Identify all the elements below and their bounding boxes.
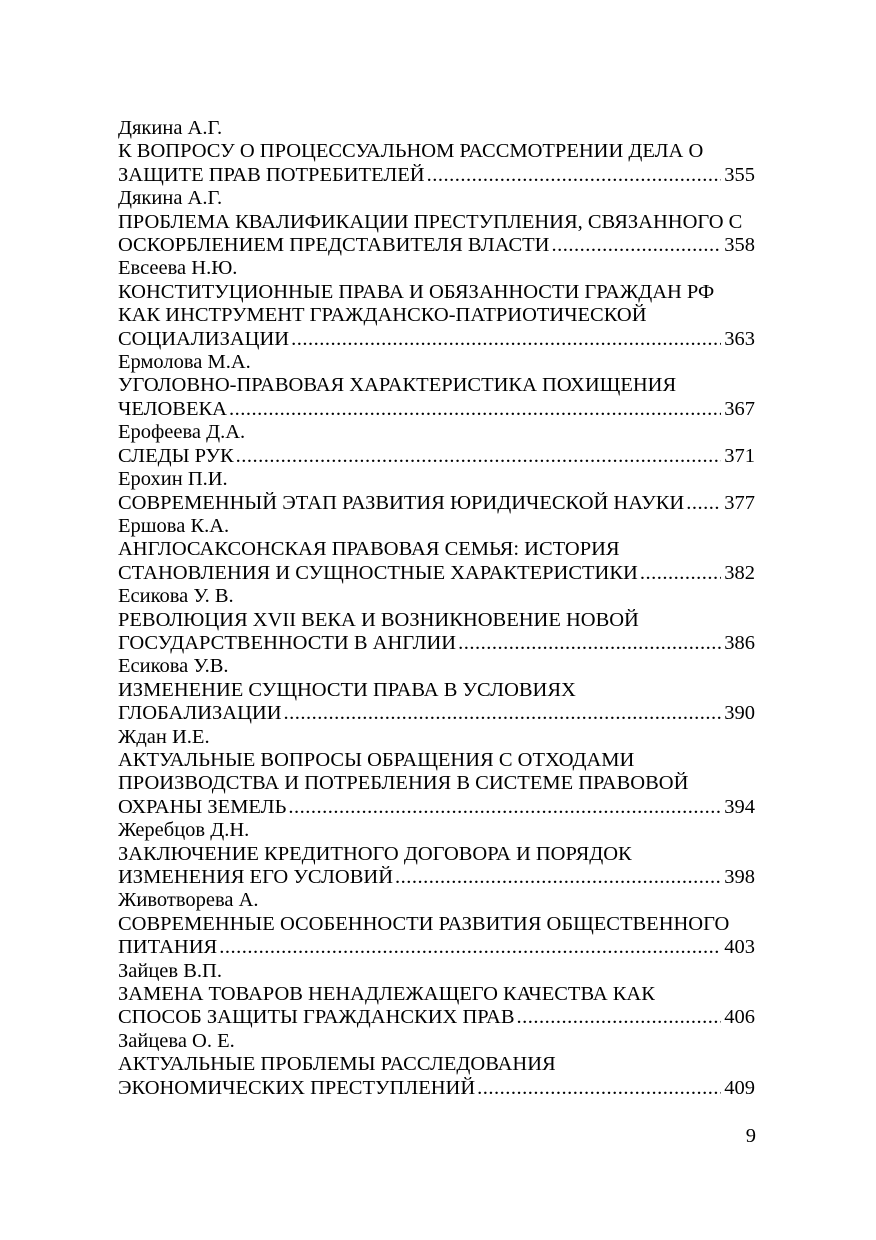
entry-title-line: ЗАЩИТЕ ПРАВ ПОТРЕБИТЕЛЕЙ <box>118 163 425 186</box>
entry-page-number: 355 <box>724 163 755 186</box>
toc-entry <box>118 889 755 959</box>
entry-page-number: 394 <box>724 795 755 818</box>
entry-last-line <box>118 398 755 421</box>
entry-title-line: ПРОБЛЕМА КВАЛИФИКАЦИИ ПРЕСТУПЛЕНИЯ, СВЯЗАННОГО С <box>118 210 743 233</box>
toc-entry <box>118 187 755 257</box>
entry-last-line <box>118 1077 755 1100</box>
entry-author: Есикова У. В. <box>118 585 234 608</box>
toc-entry <box>118 585 755 655</box>
dot-leader <box>458 632 721 655</box>
toc-entry <box>118 351 755 421</box>
table-of-contents <box>118 117 755 1100</box>
entry-title-line: ПИТАНИЯ <box>118 936 218 959</box>
entry-title-line: СОВРЕМЕННЫЙ ЭТАП РАЗВИТИЯ ЮРИДИЧЕСКОЙ НАУКИ <box>118 491 685 514</box>
entry-title-line: ОХРАНЫ ЗЕМЕЛЬ <box>118 795 287 818</box>
dot-leader <box>284 702 722 725</box>
entry-last-line <box>118 796 755 819</box>
dot-leader <box>288 796 721 819</box>
entry-title-line: АНГЛОСАКСОНСКАЯ ПРАВОВАЯ СЕМЬЯ: ИСТОРИЯ <box>118 538 620 561</box>
entry-page-number: 398 <box>724 866 755 888</box>
entry-title-line: СОВРЕМЕННЫЕ ОСОБЕННОСТИ РАЗВИТИЯ ОБЩЕСТВЕННОГО <box>118 912 730 935</box>
entry-title-line: УГОЛОВНО-ПРАВОВАЯ ХАРАКТЕРИСТИКА ПОХИЩЕНИЯ <box>118 374 677 397</box>
entry-title-line: ПРОИЗВОДСТВА И ПОТРЕБЛЕНИЯ В СИСТЕМЕ ПРАВОВОЙ <box>118 772 689 795</box>
dot-leader <box>229 398 721 421</box>
entry-title-line: ЧЕЛОВЕКА <box>118 397 227 420</box>
entry-author: Жеребцов Д.Н. <box>118 819 250 842</box>
entry-title-line: ГОСУДАРСТВЕННОСТИ В АНГЛИИ <box>118 631 457 654</box>
entry-page-number: 386 <box>724 631 755 654</box>
entry-last-line <box>118 936 755 959</box>
entry-title-line: ИЗМЕНЕНИЯ ЕГО УСЛОВИЙ <box>118 866 394 888</box>
page-number: 9 <box>745 1125 756 1147</box>
entry-last-line <box>118 234 755 257</box>
entry-last-line <box>118 632 755 655</box>
entry-last-line <box>118 562 755 585</box>
entry-title-line: СТАНОВЛЕНИЯ И СУЩНОСТНЫЕ ХАРАКТЕРИСТИКИ <box>118 561 638 584</box>
toc-entry <box>118 468 755 515</box>
entry-last-line <box>118 445 755 468</box>
toc-entry <box>118 421 755 468</box>
dot-leader <box>552 234 722 257</box>
entry-page-number: 377 <box>724 491 755 514</box>
dot-leader <box>219 936 721 959</box>
entry-title-line: СПОСОБ ЗАЩИТЫ ГРАЖДАНСКИХ ПРАВ <box>118 1006 515 1029</box>
entry-title-line: ГЛОБАЛИЗАЦИИ <box>118 702 282 725</box>
entry-author: Евсеева Н.Ю. <box>118 257 238 280</box>
entry-title-line: РЕВОЛЮЦИЯ XVII ВЕКА И ВОЗНИКНОВЕНИЕ НОВОЙ <box>118 608 639 631</box>
entry-author: Зайцева О. Е. <box>118 1029 235 1052</box>
entry-title-line: ЭКОНОМИЧЕСКИХ ПРЕСТУПЛЕНИЙ <box>118 1076 476 1099</box>
entry-title-line: КАК ИНСТРУМЕНТ ГРАЖДАНСКО-ПАТРИОТИЧЕСКОЙ <box>118 304 647 327</box>
entry-author: Дякина А.Г. <box>118 187 223 210</box>
entry-page-number: 403 <box>724 936 755 959</box>
toc-entry <box>118 819 755 889</box>
dot-leader <box>477 1077 721 1100</box>
entry-last-line <box>118 1006 755 1029</box>
entry-last-line <box>118 702 755 725</box>
toc-entry <box>118 726 755 820</box>
entry-last-line <box>118 164 755 187</box>
dot-leader <box>236 445 722 468</box>
entry-title-line: СЛЕДЫ РУК <box>118 444 234 467</box>
toc-entry <box>118 1030 755 1100</box>
entry-author: Животворева А. <box>118 889 259 912</box>
toc-entry <box>118 515 755 585</box>
entry-author: Есикова У.В. <box>118 655 229 678</box>
entry-author: Ермолова М.А. <box>118 351 251 374</box>
dot-leader <box>640 562 721 585</box>
entry-title-line: ОСКОРБЛЕНИЕМ ПРЕДСТАВИТЕЛЯ ВЛАСТИ <box>118 234 550 257</box>
entry-page-number: 382 <box>724 561 755 584</box>
entry-last-line <box>118 492 755 515</box>
entry-page-number: 358 <box>724 234 755 257</box>
dot-leader <box>517 1006 722 1029</box>
entry-title-line: К ВОПРОСУ О ПРОЦЕССУАЛЬНОМ РАССМОТРЕНИИ ДЕЛА О <box>118 140 704 163</box>
dot-leader <box>291 328 721 351</box>
entry-page-number: 390 <box>724 702 755 725</box>
entry-last-line <box>118 866 755 889</box>
entry-author: Зайцев В.П. <box>118 959 222 982</box>
entry-author: Дякина А.Г. <box>118 117 223 139</box>
toc-entry <box>118 960 755 1030</box>
entry-title-line: ИЗМЕНЕНИЕ СУЩНОСТИ ПРАВА В УСЛОВИЯХ <box>118 678 576 701</box>
entry-title-line: АКТУАЛЬНЫЕ ПРОБЛЕМЫ РАССЛЕДОВАНИЯ <box>118 1053 556 1076</box>
entry-title-line: СОЦИАЛИЗАЦИИ <box>118 327 290 350</box>
entry-author: Ждан И.Е. <box>118 725 210 748</box>
entry-author: Ершова К.А. <box>118 514 230 537</box>
dot-leader <box>686 492 721 515</box>
entry-page-number: 367 <box>724 397 755 420</box>
entry-title-line: КОНСТИТУЦИОННЫЕ ПРАВА И ОБЯЗАННОСТИ ГРАЖДАН РФ <box>118 280 715 303</box>
entry-page-number: 406 <box>724 1006 755 1029</box>
entry-author: Ерохин П.И. <box>118 468 228 491</box>
entry-page-number: 409 <box>724 1076 755 1099</box>
entry-title-line: АКТУАЛЬНЫЕ ВОПРОСЫ ОБРАЩЕНИЯ С ОТХОДАМИ <box>118 748 635 771</box>
dot-leader <box>395 866 721 889</box>
entry-title-line: ЗАКЛЮЧЕНИЕ КРЕДИТНОГО ДОГОВОРА И ПОРЯДОК <box>118 842 632 865</box>
toc-entry <box>118 257 755 351</box>
entry-last-line <box>118 328 755 351</box>
entry-author: Ерофеева Д.А. <box>118 421 246 444</box>
toc-entry <box>118 655 755 725</box>
entry-title-line: ЗАМЕНА ТОВАРОВ НЕНАДЛЕЖАЩЕГО КАЧЕСТВА КАК <box>118 983 655 1006</box>
entry-page-number: 371 <box>724 444 755 467</box>
entry-page-number: 363 <box>724 327 755 350</box>
toc-entry <box>118 117 755 187</box>
dot-leader <box>427 164 722 187</box>
